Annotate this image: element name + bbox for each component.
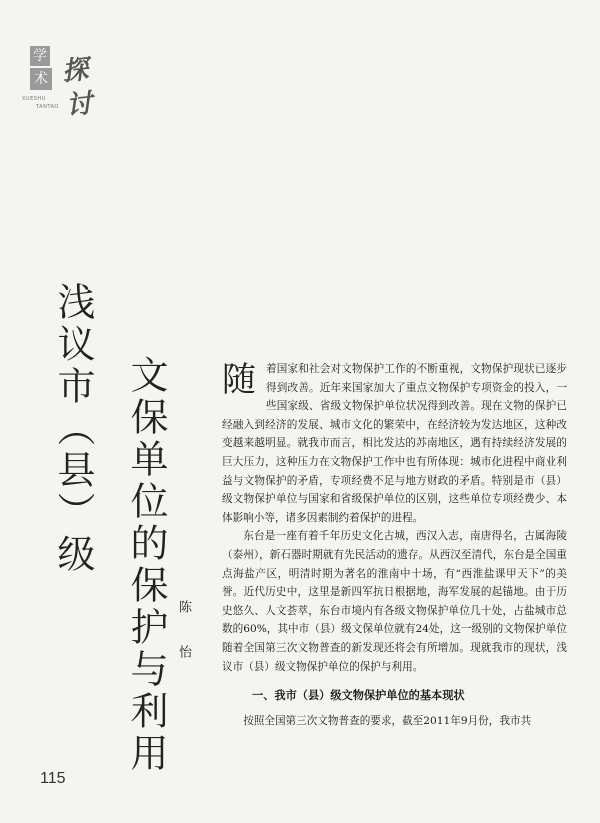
- body-paragraph: [222, 360, 567, 527]
- section-heading: 一、我市（县）级文物保护单位的基本现状: [252, 689, 465, 703]
- page-number: 115: [40, 770, 66, 787]
- article-title-line1: 浅议市（县）级: [51, 282, 95, 576]
- drop-cap: 随: [222, 360, 256, 400]
- logo-char-box: 术: [30, 68, 52, 90]
- logo-brush-char: 探: [60, 54, 90, 88]
- logo-pinyin-line1: XUESHU: [22, 96, 46, 102]
- logo-pinyin: [22, 95, 59, 111]
- body-paragraph: 东台是一座有着千年历史文化古城，西汉入志，南唐得名，古属海陵（泰州），新石器时期就有先民活动的遗存。从西汉至清代，东台是全国重点海盐产区，明清时期为著名的淮南中十场，有“西淮盐课甲天下”的美誉。近代历史中，这里是新四军抗日根据地，海军发展的起锚地。由于历史悠久、人文荟萃，东台市境内有各级文物保护单位几十处，占盐城市总数的60%，其中市（县）级文保单位就有24处，这一级别的文物保护单位随着全国第三次文物普查的新发现还将会有所增加。现就我市的现状，浅议市（县）级文物保护单位的保护与利用。: [222, 530, 567, 673]
- column-logo: [22, 40, 122, 130]
- article-body: [222, 360, 567, 731]
- logo-char-box: 学: [30, 46, 50, 66]
- logo-pinyin-line2: TANTAO: [36, 104, 59, 110]
- paragraph-text: 着国家和社会对文物保护工作的不断重视，文物保护现状已逐步得到改善。近年来国家加大了重点文物保护专项资金的投入，一些国家级、省级文物保护单位状况得到改善。现在文物的保护已经融入到经济的发展、城市文化的繁荣中，在经济较为发达地区，这种改变越来越明显。就我市而言，相比发达的苏南地区，遇有持续经济发展的巨大压力，这种压力在文物保护工作中也有所体现：城市化进程中商业利益与文物保护的矛盾，专项经费不足与地方财政的矛盾。特别是市（县）级文物保护单位与国家和省级保护单位的区别，这些单位专项经费少、本体影响小等，诸多因素制约着保护的进程。: [222, 363, 567, 524]
- article-author: 陈 怡: [176, 600, 191, 673]
- article-title-line2: 文保单位的保护与利用: [124, 355, 168, 775]
- logo-brush-char: 讨: [64, 88, 94, 122]
- body-paragraph: 按照全国第三次文物普查的要求，截至2011年9月份，我市共: [243, 715, 532, 728]
